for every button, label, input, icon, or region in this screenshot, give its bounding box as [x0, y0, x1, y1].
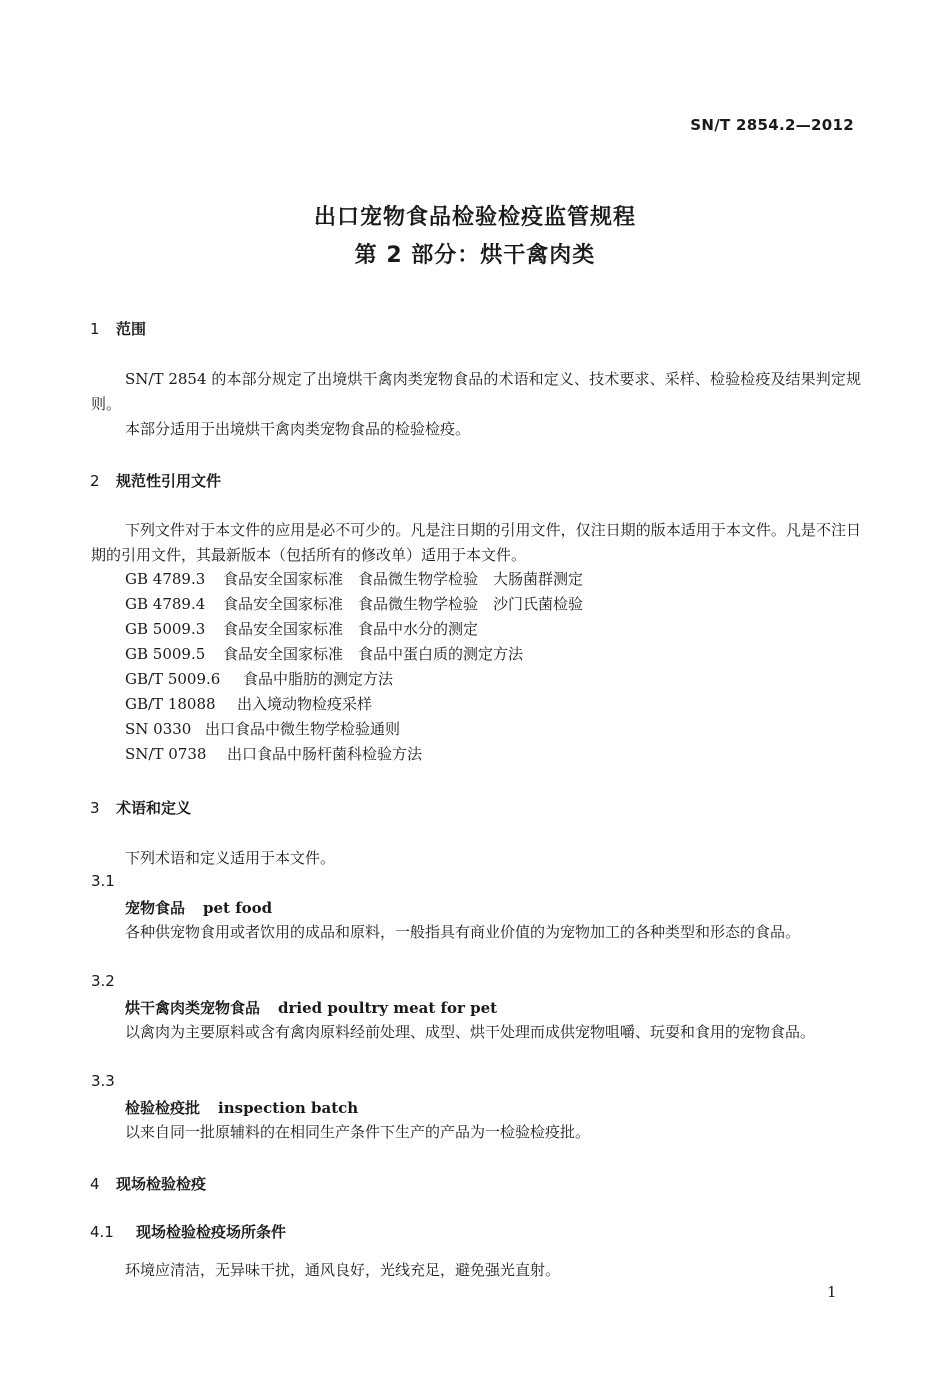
reference-code: SN/T 0738 [125, 745, 207, 763]
reference-title: 食品中脂肪的测定方法 [243, 670, 394, 688]
reference-code: GB 5009.3 [125, 620, 206, 638]
reference-code: GB 4789.3 [125, 570, 206, 588]
reference-code: GB 5009.5 [125, 645, 206, 663]
reference-title: 食品安全国家标准 食品中蛋白质的测定方法 [223, 645, 524, 663]
reference-item [125, 643, 523, 664]
section-title: 规范性引用文件 [116, 472, 222, 490]
term-heading [125, 997, 497, 1018]
document-subtitle: 第 2 部分：烘干禽肉类 [354, 243, 596, 268]
page-number: 1 [827, 1283, 837, 1301]
section-title: 术语和定义 [116, 799, 192, 817]
subsection-number: 4.1 [90, 1223, 114, 1241]
reference-item [125, 618, 478, 639]
section-title: 范围 [116, 320, 147, 338]
reference-title: 出入境动物检疫采样 [237, 695, 373, 713]
reference-title: 食品安全国家标准 食品中水分的测定 [223, 620, 479, 638]
term-chinese: 宠物食品 [125, 899, 186, 917]
term-heading [125, 897, 272, 918]
document-title: 出口宠物食品检验检疫监管规程 [313, 205, 636, 230]
reference-item [125, 568, 583, 589]
term-definition: 以来自同一批原辅料的在相同生产条件下生产的产品为一检验检疫批。 [125, 1123, 591, 1141]
section-4-heading [90, 1173, 206, 1194]
reference-item [125, 693, 372, 714]
reference-title: 食品安全国家标准 食品微生物学检验 大肠菌群测定 [223, 570, 584, 588]
section-number: 4 [90, 1175, 100, 1193]
subsection-title: 现场检验检疫场所条件 [136, 1223, 287, 1241]
section-title: 现场检验检疫 [116, 1175, 207, 1193]
reference-code: GB/T 18088 [125, 695, 216, 713]
section-2-intro: 下列文件对于本文件的应用是必不可少的。凡是注日期的引用文件，仅注日期的版本适用于本文件。凡是不注日期的引用文件，其最新版本（包括所有的修改单）适用于本文件。 [91, 521, 861, 564]
term-english: dried poultry meat for pet [278, 999, 498, 1017]
reference-item [125, 593, 583, 614]
subsection-4-1-paragraph: 环境应清洁，无异味干扰，通风良好，光线充足，避免强光直射。 [125, 1261, 561, 1279]
section-3-heading [90, 797, 191, 818]
reference-title: 食品安全国家标准 食品微生物学检验 沙门氏菌检验 [223, 595, 584, 613]
reference-item [125, 743, 422, 764]
section-1-paragraph-2: 本部分适用于出境烘干禽肉类宠物食品的检验检疫。 [125, 420, 471, 438]
reference-title: 出口食品中微生物学检验通则 [205, 720, 401, 738]
term-english: inspection batch [218, 1099, 359, 1117]
reference-item [125, 668, 393, 689]
term-heading [125, 1097, 358, 1118]
term-chinese: 检验检疫批 [125, 1099, 201, 1117]
term-english: pet food [203, 899, 273, 917]
section-3-intro: 下列术语和定义适用于本文件。 [125, 849, 336, 867]
term-definition: 各种供宠物食用或者饮用的成品和原料，一般指具有商业价值的为宠物加工的各种类型和形态的食品。 [125, 923, 801, 941]
reference-code: SN 0330 [125, 720, 192, 738]
reference-code: GB 4789.4 [125, 595, 206, 613]
section-number: 1 [90, 320, 100, 338]
section-1-heading [90, 318, 146, 339]
standard-number: SN/T 2854.2—2012 [690, 116, 854, 134]
subsection-4-1-heading [90, 1221, 286, 1242]
term-definition: 以禽肉为主要原料或含有禽肉原料经前处理、成型、烘干处理而成供宠物咀嚼、玩耍和食用的宠物食品。 [125, 1023, 816, 1041]
reference-item [125, 718, 400, 739]
section-2-heading [90, 470, 221, 491]
clause-number: 3.1 [91, 872, 115, 890]
reference-code: GB/T 5009.6 [125, 670, 221, 688]
section-number: 2 [90, 472, 100, 490]
section-1-paragraph-1: SN/T 2854 的本部分规定了出境烘干禽肉类宠物食品的术语和定义、技术要求、采样、检验检疫及结果判定规则。 [91, 370, 861, 413]
clause-number: 3.3 [91, 1072, 115, 1090]
section-number: 3 [90, 799, 100, 817]
reference-title: 出口食品中肠杆菌科检验方法 [227, 745, 423, 763]
clause-number: 3.2 [91, 972, 115, 990]
term-chinese: 烘干禽肉类宠物食品 [125, 999, 261, 1017]
